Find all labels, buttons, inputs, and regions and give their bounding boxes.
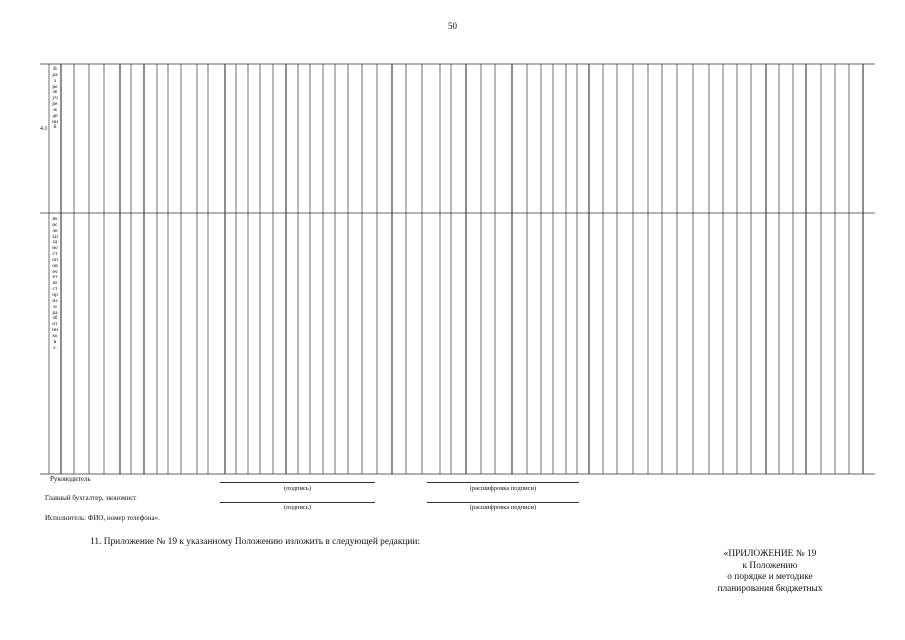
instruction-text: 11. Приложение № 19 к указанному Положению изложить в следующей редакции:	[90, 537, 421, 547]
accountant-signature-hint: (подпись)	[284, 504, 311, 511]
accountant-decoding-line	[427, 502, 579, 503]
head-signature-line	[220, 482, 375, 483]
row-number: 4.1	[40, 126, 48, 132]
appendix-line-1: «ПРИЛОЖЕНИЕ № 19	[723, 549, 817, 559]
executor-label: Исполнитель: ФИО, номер телефона».	[45, 514, 160, 522]
accountant-decoding-hint: (расшифровка подписи)	[469, 504, 537, 511]
appendix-line-4: планирования бюджетных	[717, 583, 823, 594]
row-label-institutions: Враз резе учреждений	[52, 66, 58, 131]
head-label: Руководитель	[50, 475, 91, 483]
appendix-header	[690, 549, 850, 595]
accountant-signature-line	[220, 502, 375, 503]
page-number: 50	[448, 21, 457, 31]
head-decoding-hint: (расшифровка подписи)	[469, 485, 537, 492]
row-label-employees: вчисле хищностоповечетатсторизмразботниковs.	[52, 216, 58, 351]
head-decoding-line	[427, 482, 579, 483]
head-signature-hint: (подпись)	[284, 485, 311, 492]
appendix-line-2: к Положению	[742, 560, 798, 571]
accountant-label: Главный бухгалтер, экономист	[45, 494, 137, 502]
appendix-line-3: о порядке и методике	[727, 572, 813, 582]
